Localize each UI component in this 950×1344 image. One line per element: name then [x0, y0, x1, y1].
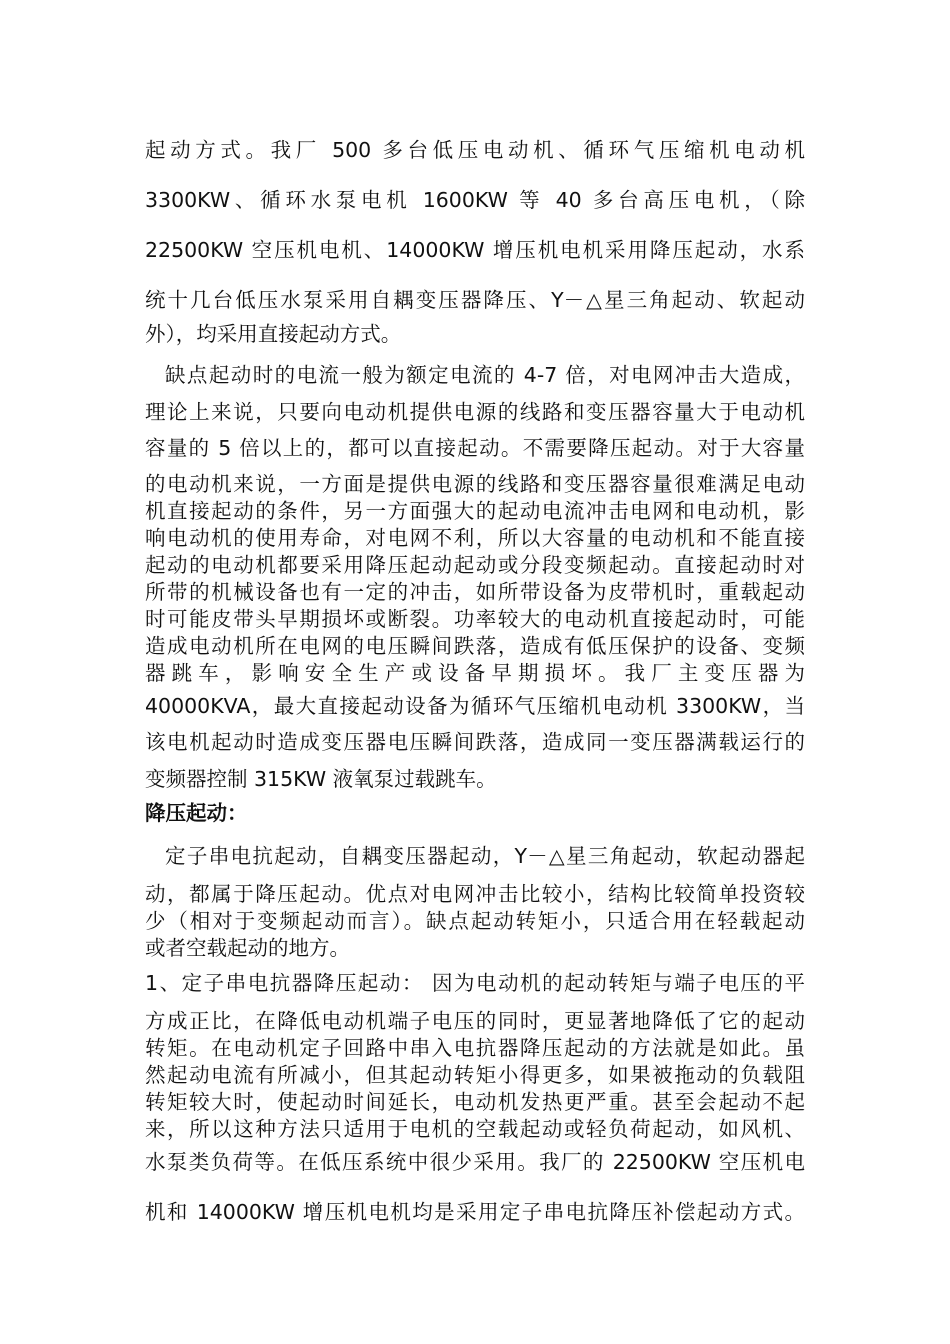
- text-line: 缺点起动时的电流一般为额定电流的 4-7 倍，对电网冲击大造成，: [165, 363, 805, 387]
- text-line: 少（相对于变频起动而言）。缺点起动转矩小，只适合用在轻载起动: [145, 909, 805, 933]
- text-line: 定子串电抗起动，自耦变压器起动，Y－△星三角起动，软起动器起: [165, 844, 805, 868]
- text-line: 理论上来说，只要向电动机提供电源的线路和变压器容量大于电动机: [145, 400, 805, 424]
- text-line: 响电动机的使用寿命，对电网不利，所以大容量的电动机和不能直接: [145, 526, 805, 550]
- section-heading: 降压起动：: [145, 801, 248, 825]
- text-line: 3300KW、循环水泵电机 1600KW 等 40 多台高压电机，（除: [145, 188, 805, 212]
- text-line: 22500KW 空压机电机、14000KW 增压机电机采用降压起动，水系: [145, 238, 805, 262]
- text-line: 容量的 5 倍以上的，都可以直接起动。不需要降压起动。对于大容量: [145, 436, 805, 460]
- text-line: 方成正比，在降低电动机端子电压的同时，更显著地降低了它的起动: [145, 1009, 805, 1033]
- text-line: 时可能皮带头早期损坏或断裂。功率较大的电动机直接起动时，可能: [145, 607, 805, 631]
- text-line: 起动方式。我厂 500 多台低压电动机、循环气压缩机电动机: [145, 138, 805, 162]
- text-line: 然起动电流有所减小，但其起动转矩小得更多，如果被拖动的负载阻: [145, 1063, 805, 1087]
- text-line: 的电动机来说，一方面是提供电源的线路和变压器容量很难满足电动: [145, 472, 805, 496]
- text-line: 动，都属于降压起动。优点对电网冲击比较小，结构比较简单投资较: [145, 882, 805, 906]
- text-line: 所带的机械设备也有一定的冲击，如所带设备为皮带机时，重载起动: [145, 580, 805, 604]
- text-line: 转矩较大时，使起动时间延长，电动机发热更严重。甚至会起动不起: [145, 1090, 805, 1114]
- text-line: 该电机起动时造成变压器电压瞬间跌落，造成同一变压器满载运行的: [145, 730, 805, 754]
- text-line: 起动的电动机都要采用降压起动起动或分段变频起动。直接起动时对: [145, 553, 805, 577]
- text-line: 或者空载起动的地方。: [145, 936, 350, 960]
- text-line: 器跳车，影响安全生产或设备早期损坏。我厂主变压器为: [145, 661, 805, 685]
- text-line: 来，所以这种方法只适用于电机的空载起动或轻负荷起动，如风机、: [145, 1117, 805, 1141]
- text-line: 外），均采用直接起动方式。: [145, 322, 402, 346]
- text-line: 转矩。在电动机定子回路中串入电抗器降压起动的方法就是如此。虽: [145, 1036, 805, 1060]
- text-line: 40000KVA，最大直接起动设备为循环气压缩机电动机 3300KW，当: [145, 694, 805, 718]
- text-line: 统十几台低压水泵采用自耦变压器降压、Y－△星三角起动、软起动: [145, 288, 805, 312]
- text-line: 造成电动机所在电网的电压瞬间跌落，造成有低压保护的设备、变频: [145, 634, 805, 658]
- text-line: 机直接起动的条件，另一方面强大的起动电流冲击电网和电动机，影: [145, 499, 805, 523]
- text-line: 机和 14000KW 增压机电机均是采用定子串电抗降压补偿起动方式。: [145, 1200, 805, 1224]
- text-line: 1、定子串电抗器降压起动： 因为电动机的起动转矩与端子电压的平: [145, 971, 805, 995]
- text-line: 变频器控制 315KW 液氧泵过载跳车。: [145, 767, 497, 791]
- text-line: 水泵类负荷等。在低压系统中很少采用。我厂的 22500KW 空压机电: [145, 1150, 805, 1174]
